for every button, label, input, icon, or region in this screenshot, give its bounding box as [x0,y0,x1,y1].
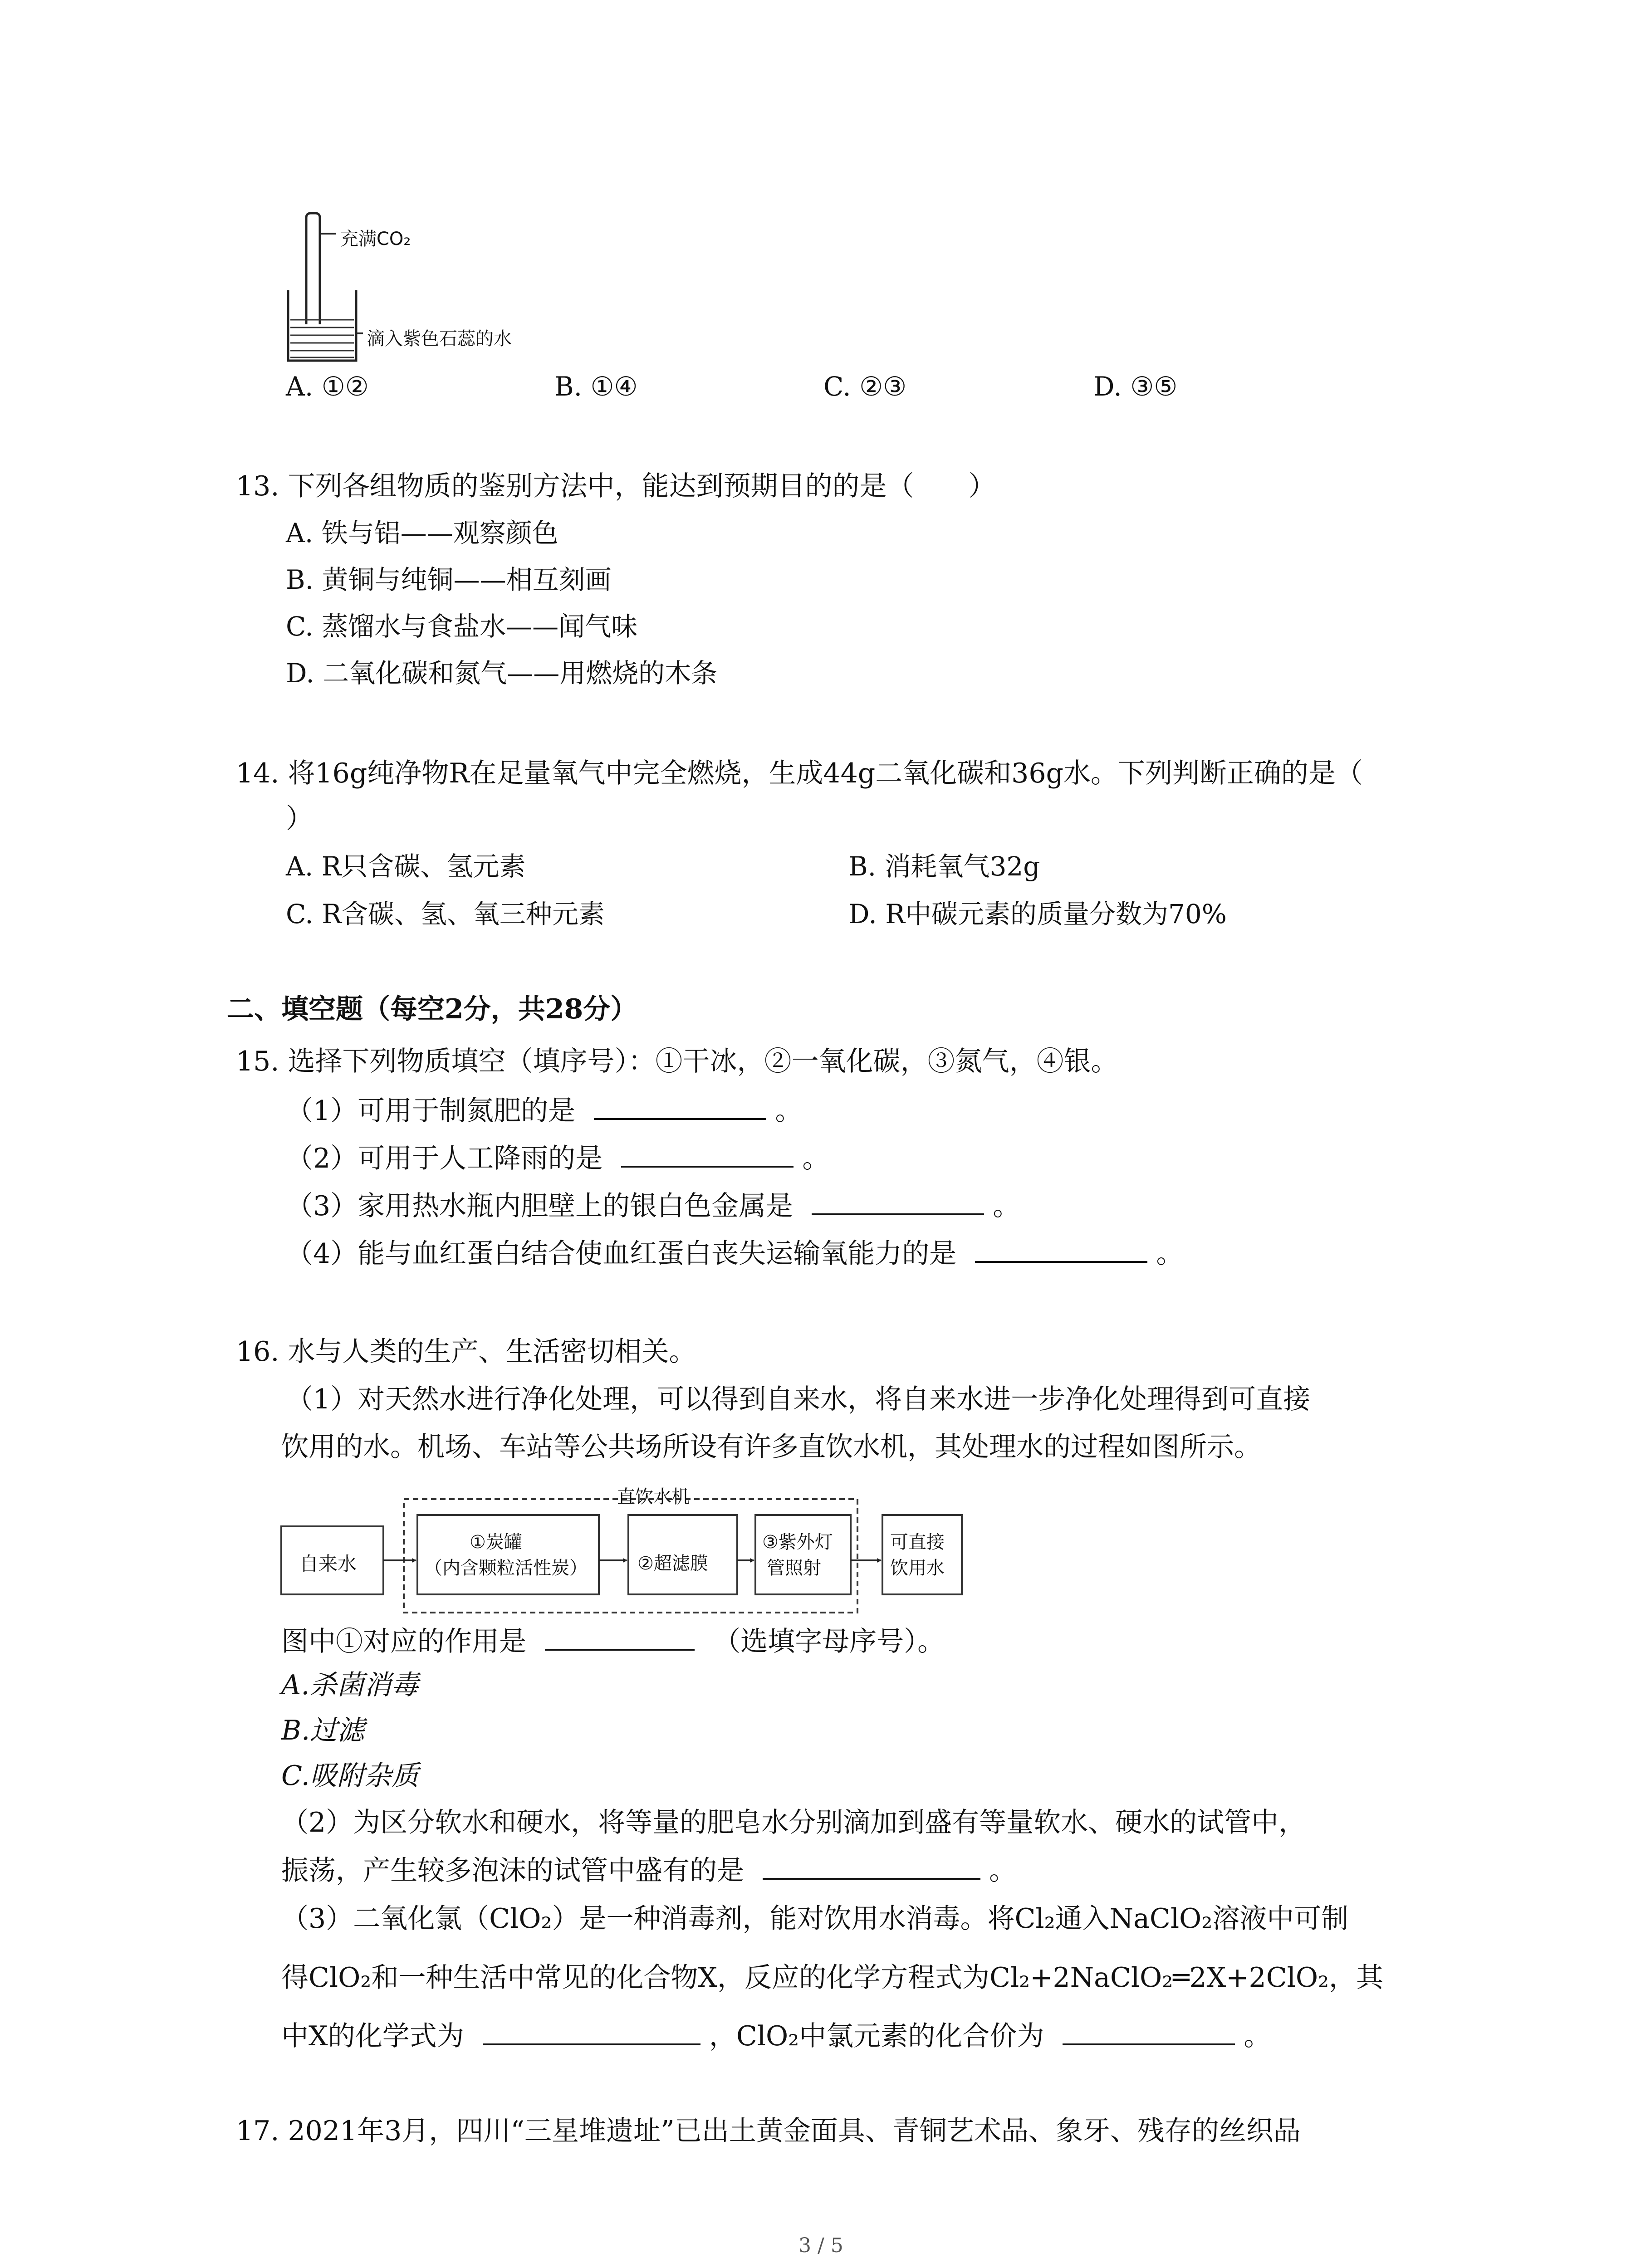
q16-answer-blank-4[interactable] [1063,2016,1235,2045]
q15-item-1-text: （1）可用于制氮肥的是 [286,1095,576,1127]
q15-item-2-end: 。 [802,1143,830,1174]
q17-stem: 17. 2021年3月，四川“三星堆遗址”已出土黄金面具、青铜艺术品、象牙、残存的丝织品 [236,2115,1301,2147]
q16-choice-c: C.吸附杂质 [281,1760,419,1792]
q16-diagram-group-label: 直饮水机 [617,1486,690,1507]
q12-label-water: 滴入紫色石蕊的水 [367,328,512,349]
q14-option-c: C. R含碳、氢、氧三种元素 [286,899,605,929]
q13-option-d: D. 二氧化碳和氮气——用燃烧的木条 [286,658,718,689]
q15-answer-blank-1[interactable] [594,1091,766,1120]
q15-stem: 15. 选择下列物质填空（填序号）：①干冰，②一氧化碳，③氮气，④银。 [236,1046,1118,1077]
q16-answer-blank-2[interactable] [763,1851,980,1880]
q16-choice-b: B.过滤 [281,1715,365,1746]
q16-p3-line1: （3）二氧化氯（ClO₂）是一种消毒剂，能对饮用水消毒。将Cl₂通入NaClO₂溶液中可制 [281,1903,1349,1935]
q16-p1-line2: 饮用的水。机场、车站等公共场所设有许多直饮水机，其处理水的过程如图所示。 [281,1431,1261,1463]
q16-p3-end: 。 [1244,2020,1271,2052]
q16-diagram-box-drinkable-l2: 饮用水 [890,1558,945,1579]
q15-item-1 [286,1091,802,1129]
q14-option-b: B. 消耗氧气32g [848,851,1040,882]
q12-option-d: D. ③⑤ [1093,371,1178,402]
q16-p2-line1: （2）为区分软水和硬水，将等量的肥皂水分别滴加到盛有等量软水、硬水的试管中， [281,1807,1306,1838]
q15-item-3 [286,1186,1020,1224]
page-number: 3 / 5 [798,2234,843,2257]
q16-p2-line2-text: 振荡，产生较多泡沫的试管中盛有的是 [281,1855,744,1887]
q16-diagram-box-drinkable-l1: 可直接 [890,1532,945,1553]
q15-answer-blank-4[interactable] [975,1234,1147,1263]
q12-option-b: B. ①④ [554,371,638,402]
q13-option-c: C. 蒸馏水与食盐水——闻气味 [286,611,638,642]
q15-item-4-end: 。 [1156,1238,1184,1270]
q16-p1-line1: （1）对天然水进行净化处理，可以得到自来水，将自来水进一步净化处理得到可直接 [286,1383,1311,1415]
q16-diagram-box-carbon-l2: （内含颗粒活性炭） [424,1558,588,1579]
q15-item-4-text: （4）能与血红蛋白结合使血红蛋白丧失运输氧能力的是 [286,1238,957,1270]
q16-p3-line3 [281,2016,1271,2054]
q13-option-a: A. 铁与铝——观察颜色 [286,518,558,548]
q15-answer-blank-3[interactable] [812,1186,984,1215]
q16-question-1-end: （选填字母序号）。 [713,1626,945,1657]
q15-answer-blank-2[interactable] [621,1139,794,1168]
q16-choice-a: A.杀菌消毒 [281,1669,419,1701]
q16-answer-blank-1[interactable] [545,1622,695,1651]
q14-option-d: D. R中碳元素的质量分数为70% [848,899,1227,929]
q16-stem: 16. 水与人类的生产、生活密切相关。 [236,1336,696,1368]
q16-p2-line2 [281,1851,1016,1889]
q14-stem-line2: ） [286,803,313,835]
q16-question-1 [281,1622,945,1660]
q16-question-1-text: 图中①对应的作用是 [281,1626,526,1657]
q12-option-a: A. ①② [286,371,369,402]
q15-item-2-text: （2）可用于人工降雨的是 [286,1143,603,1174]
q15-item-3-end: 。 [993,1190,1020,1222]
q14-stem-line1: 14. 将16g纯净物R在足量氧气中完全燃烧，生成44g二氧化碳和36g水。下列判断正确的是（ [236,758,1363,789]
q16-answer-blank-3[interactable] [483,2016,700,2045]
q15-item-1-end: 。 [775,1095,803,1127]
q12-option-c: C. ②③ [823,371,907,402]
q13-stem: 13. 下列各组物质的鉴别方法中，能达到预期目的的是（ ） [236,470,996,502]
q16-p2-end: 。 [989,1855,1017,1887]
q16-diagram-box-carbon-l1: ①炭罐 [470,1532,522,1553]
q16-diagram-box-uv-l2: 管照射 [767,1558,821,1579]
q16-p3-line2: 得ClO₂和一种生活中常见的化合物X，反应的化学方程式为Cl₂+2NaClO₂═2X+2ClO₂，其 [281,1962,1384,1994]
q15-item-4 [286,1234,1183,1272]
q13-option-b: B. 黄铜与纯铜——相互刻画 [286,564,612,595]
q16-diagram-box-uv-l1: ③紫外灯 [762,1532,833,1553]
q15-item-2 [286,1139,829,1177]
q16-diagram-box-tapwater: 自来水 [299,1553,357,1575]
q15-item-3-text: （3）家用热水瓶内胆壁上的银白色金属是 [286,1190,794,1222]
q14-option-a: A. R只含碳、氢元素 [286,851,526,882]
q16-diagram-box-membrane: ②超滤膜 [637,1553,708,1574]
q16-p3-line3-text-a: 中X的化学式为 [281,2020,464,2052]
q12-label-co2: 充满CO₂ [340,229,411,249]
q16-p3-line3-text-b: ，ClO₂中氯元素的化合价为 [709,2020,1044,2052]
section-title: 二、填空题（每空2分，共28分） [227,993,638,1025]
